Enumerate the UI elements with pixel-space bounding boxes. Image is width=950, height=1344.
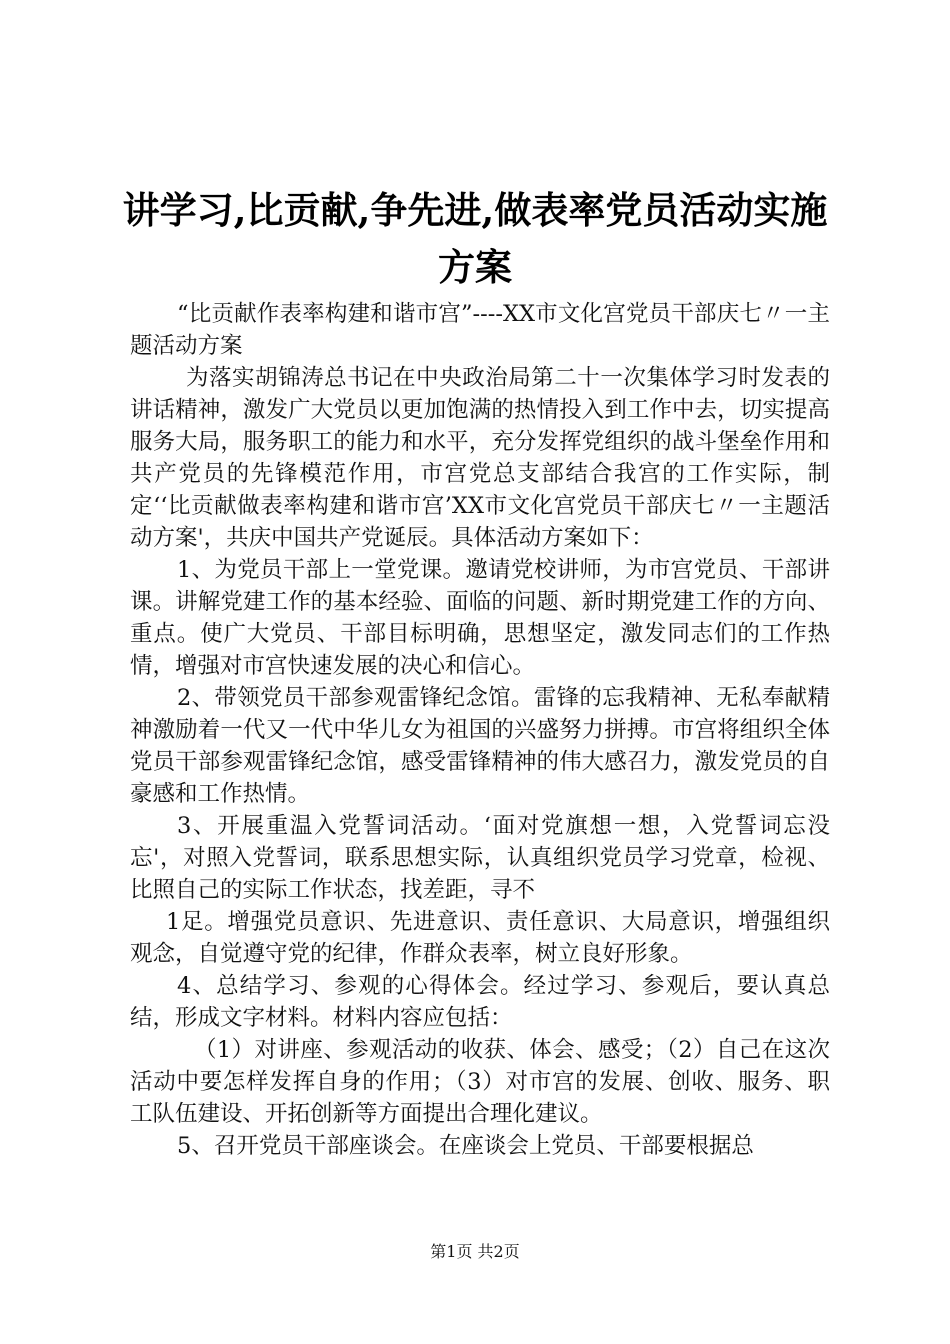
subtitle-paragraph: “比贡献作表率构建和谐市宫”----XX市文化宫党员干部庆七〃一主题活动方案 [130, 301, 830, 359]
item-4-paragraph: 4、总结学习、参观的心得体会。经过学习、参观后，要认真总结，形成文字材料。材料内容应包括： [130, 973, 830, 1031]
item-2-paragraph: 2、带领党员干部参观雷锋纪念馆。雷锋的忘我精神、无私奉献精神激励着一代又一代中华儿女为祖国的兴盛努力拼搏。市宫将组织全体党员干部参观雷锋纪念馆，感受雷锋精神的伟大感召力，激发党员的自豪感和工作热情。 [130, 685, 830, 807]
document-title-line-2: 方案 [438, 245, 512, 289]
item-1-paragraph: 1、为党员干部上一堂党课。邀请党校讲师，为市宫党员、干部讲课。讲解党建工作的基本经验、面临的问题、新时期党建工作的方向、重点。使广大党员、干部目标明确，思想坚定，激发同志们的工作热情，增强对市宫快速发展的决心和信心。 [130, 557, 830, 679]
item-4-details-paragraph: （1）对讲座、参观活动的收获、体会、感受；（2）自己在这次活动中要怎样发挥自身的作用；（3）对市宫的发展、创收、服务、职工队伍建设、开拓创新等方面提出合理化建议。 [130, 1037, 830, 1127]
document-body [130, 298, 830, 1162]
item-5-paragraph: 5、召开党员干部座谈会。在座谈会上党员、干部要根据总 [177, 1133, 754, 1159]
item-3-paragraph: 3、开展重温入党誓词活动。‘面对党旗想一想，入党誓词忘没忘'，对照入党誓词，联系思想实际，认真组织党员学习党章，检视、比照自己的实际工作状态，找差距，寻不 [130, 813, 830, 903]
document-title-line-1: 讲学习,比贡献,争先进,做表率党员活动实施 [122, 188, 828, 232]
page-footer: 第1页 共2页 [430, 1242, 520, 1261]
item-3-continuation-paragraph: 1足。增强党员意识、先进意识、责任意识、大局意识，增强组织观念，自觉遵守党的纪律，作群众表率，树立良好形象。 [130, 909, 830, 967]
intro-paragraph: 为落实胡锦涛总书记在中央政治局第二十一次集体学习时发表的讲话精神，激发广大党员以更加饱满的热情投入到工作中去，切实提高服务大局，服务职工的能力和水平，充分发挥党组织的战斗堡垒作用和共产党员的先锋模范作用，市宫党总支部结合我宫的工作实际，制定‘‘比贡献做表率构建和谐市宫’XX市文化宫党员干部庆七〃一主题活动方案'，共庆中国共产党诞辰。具体活动方案如下： [130, 365, 830, 551]
